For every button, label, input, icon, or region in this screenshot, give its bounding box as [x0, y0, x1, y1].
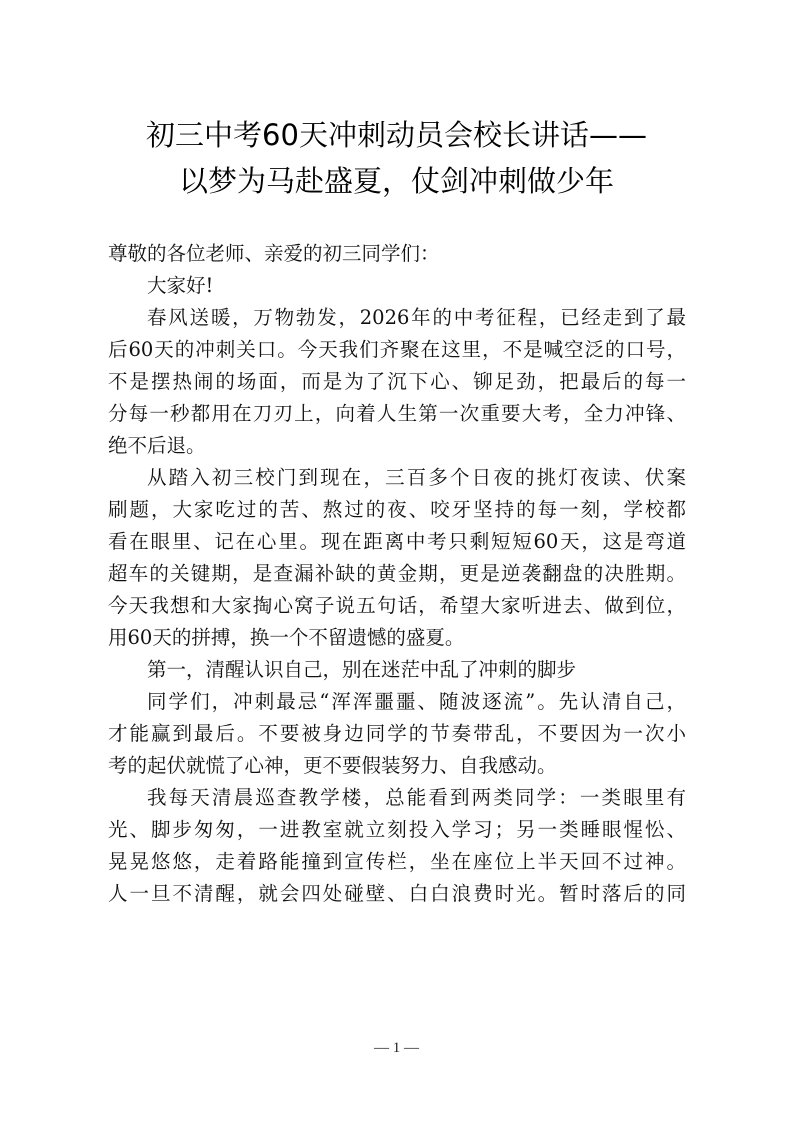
text-line: 今天我想和大家掏心窝子说五句话，希望大家听进去、做到位，	[108, 594, 686, 617]
text-line: 刷题，大家吃过的苦、熬过的夜、咬牙坚持的每一刻，学校都	[108, 498, 686, 521]
text-line: 人一旦不清醒，就会四处碰壁、白白浪费时光。暂时落后的同	[108, 882, 686, 905]
text-line: 才能赢到最后。不要被身边同学的节奏带乱，不要因为一次小	[108, 722, 686, 745]
text-line: 我每天清晨巡查教学楼，总能看到两类同学：一类眼里有	[147, 786, 686, 809]
text-line: 不是摆热闹的场面，而是为了沉下心、铆足劲，把最后的每一	[108, 370, 686, 393]
title-line-1: 初三中考60天冲刺动员会校长讲话——	[146, 118, 647, 152]
text-line: 超车的关键期，是查漏补缺的黄金期，更是逆袭翻盘的决胜期。	[108, 562, 686, 585]
text-line: 晃晃悠悠，走着路能撞到宣传栏，坐在座位上半天回不过神。	[108, 850, 686, 873]
title-line-2: 以梦为马赴盛夏，仗剑冲刺做少年	[178, 164, 614, 198]
document-body	[108, 238, 686, 910]
text-line: 同学们，冲刺最忌“浑浑噩噩、随波逐流”。先认清自己，	[147, 690, 686, 713]
text-line: 尊敬的各位老师、亲爱的初三同学们：	[108, 242, 440, 265]
text-line: 后60天的冲刺关口。今天我们齐聚在这里，不是喊空泛的口号，	[108, 338, 686, 361]
text-line: 从踏入初三校门到现在，三百多个日夜的挑灯夜读、伏案	[147, 466, 686, 489]
text-line: 用60天的拼搏，换一个不留遗憾的盛夏。	[108, 626, 465, 649]
text-line: 第一，清醒认识自己，别在迷茫中乱了冲刺的脚步	[147, 658, 577, 681]
text-line: 春风送暖，万物勃发，2026年的中考征程，已经走到了最	[147, 306, 686, 329]
text-line: 看在眼里、记在心里。现在距离中考只剩短短60天，这是弯道	[108, 530, 686, 553]
text-line: 大家好!	[147, 274, 214, 297]
text-line: 考的起伏就慌了心神，更不要假装努力、自我感动。	[108, 754, 557, 777]
page-number: — 1 —	[374, 1040, 419, 1056]
text-line: 绝不后退。	[108, 434, 206, 457]
text-line: 光、脚步匆匆，一进教室就立刻投入学习；另一类睡眼惺忪、	[108, 818, 686, 841]
text-line: 分每一秒都用在刀刃上，向着人生第一次重要大考，全力冲锋、	[108, 402, 686, 425]
document-title	[0, 112, 793, 204]
